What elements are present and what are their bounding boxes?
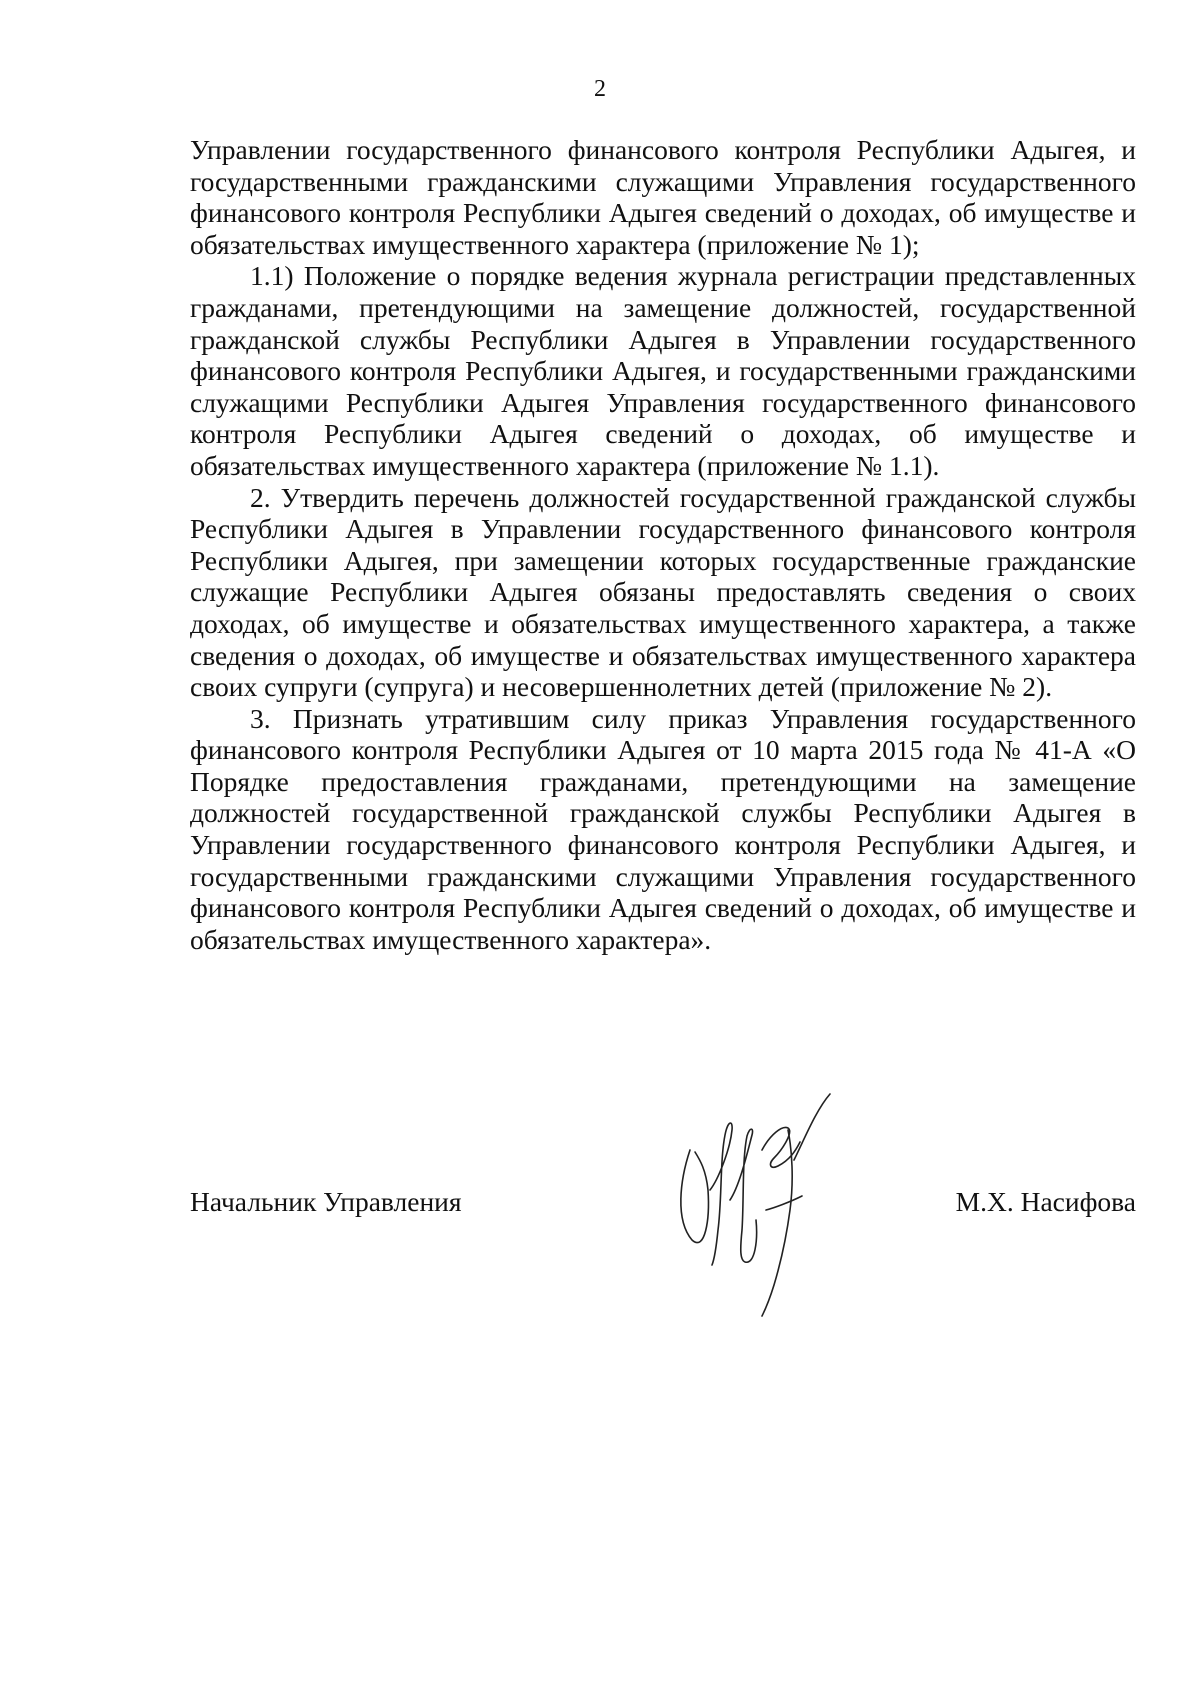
paragraph-item-3: 3. Признать утратившим силу приказ Управления государственного финансового контроля Республики Адыгея от 10 марта 2015 года № 41-А «О Порядке предоставления гражданами, претендующими на замещение должностей государственной гражданской службы Республики Адыгея в Управлении государственного финансового контроля Республики Адыгея, и государственными гражданскими служащими Управления государственного финансового контроля Республики Адыгея сведений о доходах, об имуществе и обязательствах имущественного характера».: [190, 702, 1136, 955]
document-body: [190, 134, 1136, 955]
signatory-name: М.Х. Насифова: [955, 1186, 1136, 1217]
paragraph-item-1-1: 1.1) Положение о порядке ведения журнала регистрации представленных гражданами, претендующими на замещение должностей, государственной гражданской службы Республики Адыгея в Управлении государственного финансового контроля Республики Адыгея, и государственными гражданскими служащими Республики Адыгея Управления государственного финансового контроля Республики Адыгея сведений о доходах, об имуществе и обязательствах имущественного характера (приложение № 1.1).: [190, 260, 1136, 481]
page-number: 2: [594, 76, 606, 102]
signature-block: [190, 1186, 1136, 1226]
signatory-position: Начальник Управления: [190, 1186, 462, 1217]
paragraph-continuation: Управлении государственного финансового контроля Республики Адыгея, и государственными гражданскими служащими Управления государственного финансового контроля Республики Адыгея сведений о доходах, об имуществе и обязательствах имущественного характера (приложение № 1);: [190, 134, 1136, 260]
paragraph-item-2: 2. Утвердить перечень должностей государственной гражданской службы Республики Адыгея в Управлении государственного финансового контроля Республики Адыгея, при замещении которых государственные гражданские служащие Республики Адыгея обязаны предоставлять сведения о своих доходах, об имуществе и обязательствах имущественного характера, а также сведения о доходах, об имуществе и обязательствах имущественного характера своих супруги (супруга) и несовершеннолетних детей (приложение № 2).: [190, 481, 1136, 703]
